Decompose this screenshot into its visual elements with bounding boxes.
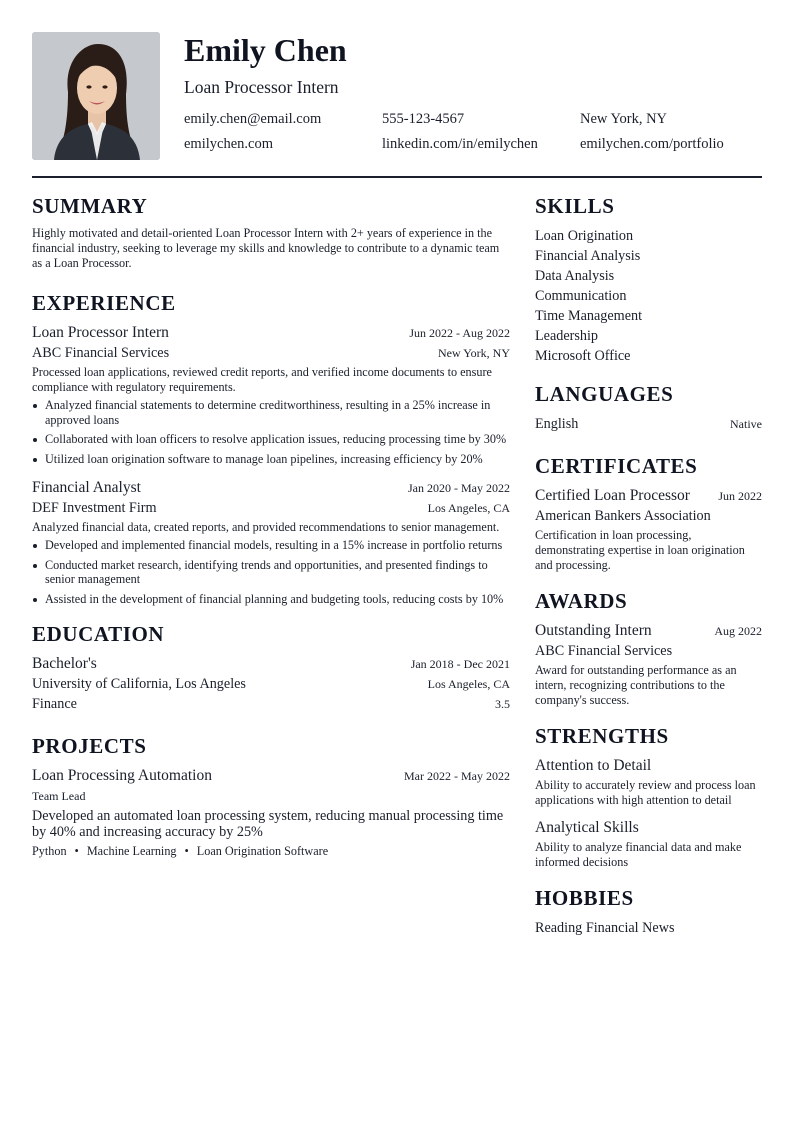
summary-section [32,192,510,271]
resume-header [32,32,762,160]
location: New York, NY [580,111,668,127]
education-dates: Jan 2018 - Dec 2021 [410,657,510,671]
section-title-experience: EXPERIENCE [32,291,176,315]
separator-dot-icon: • [184,844,189,858]
project-dates: Mar 2022 - May 2022 [404,769,510,783]
job-title: Loan Processor Intern [184,77,339,97]
skill-item: Financial Analysis [535,248,641,264]
phone-number: 555-123-4567 [382,111,465,127]
award-issuer: ABC Financial Services [535,643,673,659]
section-title-strengths: STRENGTHS [535,724,669,748]
separator-dot-icon: • [74,844,79,858]
skill-item: Microsoft Office [535,348,631,364]
education-section [32,620,510,714]
job-location: New York, NY [437,346,510,360]
experience-entry [32,323,510,466]
section-title-skills: SKILLS [535,194,615,218]
skill-item: Leadership [535,328,599,344]
award-description: Award for outstanding performance as an intern, recognizing contributions to the company's success. [535,663,737,707]
certificates-section [535,452,762,573]
experience-section [32,289,510,606]
hobby-item: Reading Financial News [535,920,675,936]
person-portrait-icon [32,32,160,160]
awards-section [535,587,762,708]
certificate-description: Certification in loan processing, demonstrating expertise in loan origination and processing. [535,528,745,572]
tech-item: Machine Learning [86,844,177,858]
projects-section [32,732,510,860]
award-date: Aug 2022 [714,624,762,638]
job-location: Los Angeles, CA [427,501,510,515]
job-position: Financial Analyst [32,479,141,496]
skill-item: Communication [535,288,627,304]
languages-section [535,380,762,434]
gpa: 3.5 [495,697,510,711]
project-name: Loan Processing Automation [32,767,212,784]
job-dates: Jan 2020 - May 2022 [408,481,510,495]
summary-text: Highly motivated and detail-oriented Loan Processor Intern with 2+ years of experience in the financial industry, seeking to leverage my skills and knowledge to contribute to a dynamic team as a Loan Processor. [32,226,500,270]
right-column [535,192,762,952]
linkedin-link[interactable]: linkedin.com/in/emilychen [382,136,538,152]
strength-entry [535,756,762,808]
project-description: Developed an automated loan processing system, reducing manual processing time by 40% and increasing accuracy by 25% [32,808,504,840]
certificate-issuer: American Bankers Association [535,508,711,524]
achievement-item: Developed and implemented financial models, resulting in a 15% increase in portfolio returns [32,538,510,553]
achievement-item: Analyzed financial statements to determine creditworthiness, resulting in a 25% increase in approved loans [32,398,510,427]
section-title-certificates: CERTIFICATES [535,454,698,478]
skill-item: Time Management [535,308,643,324]
strength-name: Attention to Detail [535,757,652,774]
section-title-languages: LANGUAGES [535,382,674,406]
skill-item: Loan Origination [535,228,634,244]
strength-description: Ability to accurately review and process loan applications with high attention to detail [535,778,756,807]
award-name: Outstanding Intern [535,622,652,639]
job-description: Processed loan applications, reviewed credit reports, and verified income documents to ensure compliance with regulatory requirements. [32,365,492,394]
degree: Bachelor's [32,655,97,672]
achievement-item: Collaborated with loan officers to resolve application issues, reducing processing time by 30% [32,432,510,447]
school-location: Los Angeles, CA [427,677,510,691]
strength-entry [535,818,762,870]
achievement-item: Assisted in the development of financial planning and budgeting tools, reducing costs by 10% [32,592,510,607]
tech-item: Python [32,844,67,858]
achievement-item: Utilized loan origination software to manage loan pipelines, increasing efficiency by 20% [32,452,510,467]
project-tech-list [32,842,510,860]
left-column [32,192,510,874]
language-name: English [535,416,579,432]
section-title-projects: PROJECTS [32,734,147,758]
certificate-date: Jun 2022 [718,489,762,503]
job-description: Analyzed financial data, created reports, and provided recommendations to senior management. [32,520,500,534]
section-title-awards: AWARDS [535,589,628,613]
project-role: Team Lead [32,789,86,803]
section-title-summary: SUMMARY [32,194,148,218]
header-divider [32,176,762,178]
section-title-education: EDUCATION [32,622,165,646]
company-name: ABC Financial Services [32,345,170,361]
experience-entry [32,478,510,606]
achievement-item: Conducted market research, identifying trends and opportunities, and presented findings to senior management [32,558,510,587]
achievement-list [32,538,510,606]
tech-item: Loan Origination Software [196,844,329,858]
section-title-hobbies: HOBBIES [535,886,634,910]
contact-info [184,109,764,154]
portfolio-link[interactable]: emilychen.com/portfolio [580,136,724,152]
achievement-list [32,398,510,466]
language-level: Native [730,417,762,431]
full-name: Emily Chen [184,32,347,68]
certificate-name: Certified Loan Processor [535,487,690,504]
strength-name: Analytical Skills [535,819,639,836]
job-dates: Jun 2022 - Aug 2022 [409,326,510,340]
strengths-section [535,722,762,870]
school-name: University of California, Los Angeles [32,676,246,692]
email-link[interactable]: emily.chen@email.com [184,111,322,127]
skill-item: Data Analysis [535,268,615,284]
strength-description: Ability to analyze financial data and make informed decisions [535,840,742,869]
job-position: Loan Processor Intern [32,324,169,341]
hobbies-section [535,884,762,938]
field-of-study: Finance [32,696,77,712]
company-name: DEF Investment Firm [32,500,157,516]
profile-photo [32,32,160,160]
skills-section [535,192,762,366]
website-link[interactable]: emilychen.com [184,136,273,152]
